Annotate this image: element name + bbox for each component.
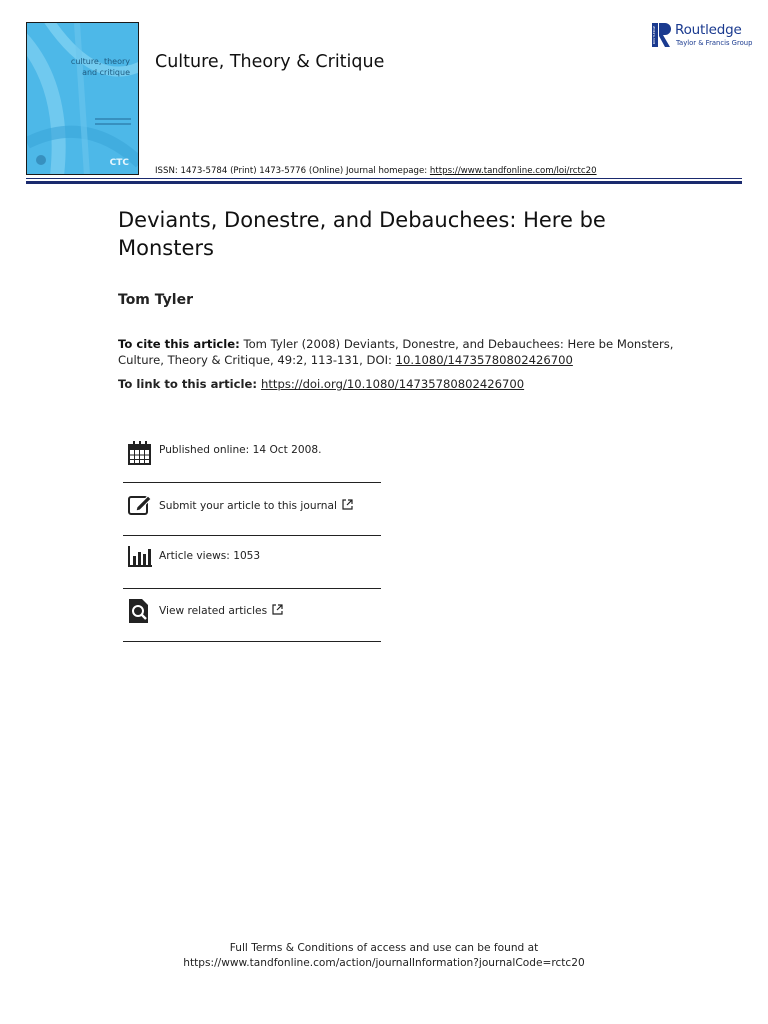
header-rule-thick	[26, 181, 742, 184]
submit-article-link[interactable]	[159, 499, 353, 512]
issn-text: ISSN: 1473-5784 (Print) 1473-5776 (Online) Journal homepage:	[155, 166, 430, 176]
link-label: To link to this article:	[118, 377, 262, 391]
journal-homepage-link[interactable]: https://www.tandfonline.com/loi/rctc20	[429, 166, 597, 176]
info-item-submit[interactable]	[123, 483, 381, 536]
footer-terms-link[interactable]: https://www.tandfonline.com/action/journalInformation?journalCode=rctc20	[183, 957, 585, 969]
edit-icon	[127, 492, 153, 518]
doi-link[interactable]: 10.1080/14735780802426700	[395, 352, 573, 367]
article-link-line	[118, 377, 524, 391]
journal-cover-image	[26, 22, 139, 175]
external-link-icon	[342, 499, 353, 510]
citation-block	[118, 337, 678, 368]
header-rule-thin	[26, 178, 742, 179]
routledge-r-icon	[652, 21, 672, 49]
routledge-vertical-mark: ROUTLEDGE	[652, 25, 656, 45]
cover-title-line-2: and critique	[82, 68, 130, 77]
terms-footer	[0, 941, 768, 971]
article-info-list	[123, 430, 381, 642]
cite-text: Tom Tyler (2008) Deviants, Donestre, and Debauchees: Here be Monsters, Culture, Theory & Critique, 49:2, 113-131, DOI:	[118, 337, 674, 367]
cover-title-line-1: culture, theory	[70, 57, 130, 66]
article-title: Deviants, Donestre, and Debauchees: Here be Monsters	[118, 208, 606, 260]
cover-publisher-mark: CTC	[109, 158, 129, 168]
related-articles-link[interactable]	[159, 604, 283, 617]
routledge-logo[interactable]	[652, 21, 753, 51]
related-articles-label: View related articles	[159, 605, 268, 617]
article-author[interactable]: Tom Tyler	[118, 292, 193, 308]
bar-chart-icon	[127, 544, 153, 570]
external-link-icon	[272, 604, 283, 615]
issn-line	[155, 166, 597, 176]
article-views-text: Article views: 1053	[159, 550, 261, 562]
published-text: Published online: 14 Oct 2008.	[159, 444, 322, 456]
search-document-icon	[127, 598, 153, 624]
footer-line-1: Full Terms & Conditions of access and use can be found at	[229, 942, 539, 954]
brand-name: Routledge	[675, 22, 742, 38]
info-item-published	[123, 430, 381, 483]
article-doi-url[interactable]: https://doi.org/10.1080/14735780802426700	[261, 377, 525, 391]
submit-article-label: Submit your article to this journal	[159, 500, 337, 512]
calendar-icon	[127, 440, 153, 466]
cite-label: To cite this article:	[118, 337, 240, 351]
brand-subtitle: Taylor & Francis Group	[676, 39, 753, 47]
journal-title[interactable]: Culture, Theory & Critique	[155, 52, 385, 72]
info-item-views	[123, 536, 381, 589]
info-item-related[interactable]	[123, 589, 381, 642]
